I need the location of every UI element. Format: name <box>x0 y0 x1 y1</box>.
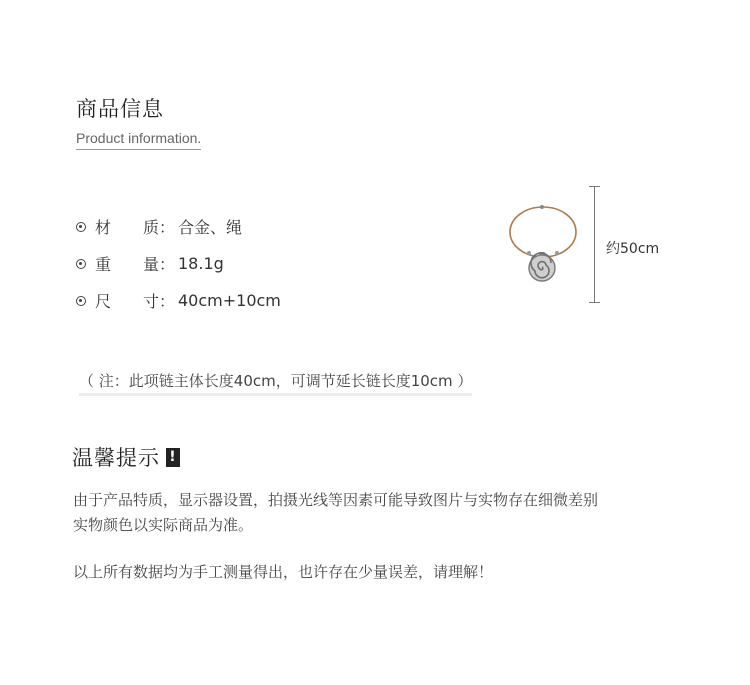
bullet-icon <box>76 259 86 269</box>
spec-label-char: 质： <box>142 218 175 237</box>
tips-line: 以上所有数据均为手工测量得出，也许存在少量误差，请理解！ <box>73 563 494 581</box>
tips-paragraph <box>73 560 493 585</box>
bullet-icon <box>76 296 86 306</box>
length-note: （ 注：此项链主体长度40cm，可调节延长链长度10cm ） <box>79 370 472 396</box>
spec-row-material <box>76 208 281 245</box>
spec-label <box>95 252 175 275</box>
dimension-label: 约50cm <box>606 241 660 257</box>
spec-value: 40cm+10cm <box>178 291 281 310</box>
spec-list <box>76 208 281 319</box>
spec-label-char: 寸： <box>142 292 175 311</box>
tips-paragraph <box>73 488 598 538</box>
spec-label <box>95 215 175 238</box>
section-title: 商品信息 <box>76 97 164 121</box>
tips-title-text: 温馨提示 <box>72 446 160 470</box>
necklace-illustration <box>505 200 587 300</box>
spec-row-weight <box>76 245 281 282</box>
warning-icon: ! <box>166 448 180 467</box>
tips-line: 实物颜色以实际商品为准。 <box>73 516 254 534</box>
tips-line: 由于产品特质，显示器设置，拍摄光线等因素可能导致图片与实物存在细微差别 <box>73 491 599 509</box>
spec-label-char: 重 <box>95 255 112 274</box>
spec-label-char: 量： <box>142 255 175 274</box>
spec-row-size <box>76 282 281 319</box>
spec-label-char: 尺 <box>95 292 112 311</box>
section-subtitle: Product information. <box>76 130 201 150</box>
tips-title <box>72 442 180 472</box>
dimension-cap-bottom <box>589 302 600 303</box>
dimension-line <box>594 186 595 303</box>
spec-label <box>95 289 175 312</box>
spec-value: 合金、绳 <box>178 218 243 237</box>
spec-label-char: 材 <box>95 218 112 237</box>
necklace-image <box>505 200 587 304</box>
bullet-icon <box>76 222 86 232</box>
spec-value: 18.1g <box>178 254 224 273</box>
